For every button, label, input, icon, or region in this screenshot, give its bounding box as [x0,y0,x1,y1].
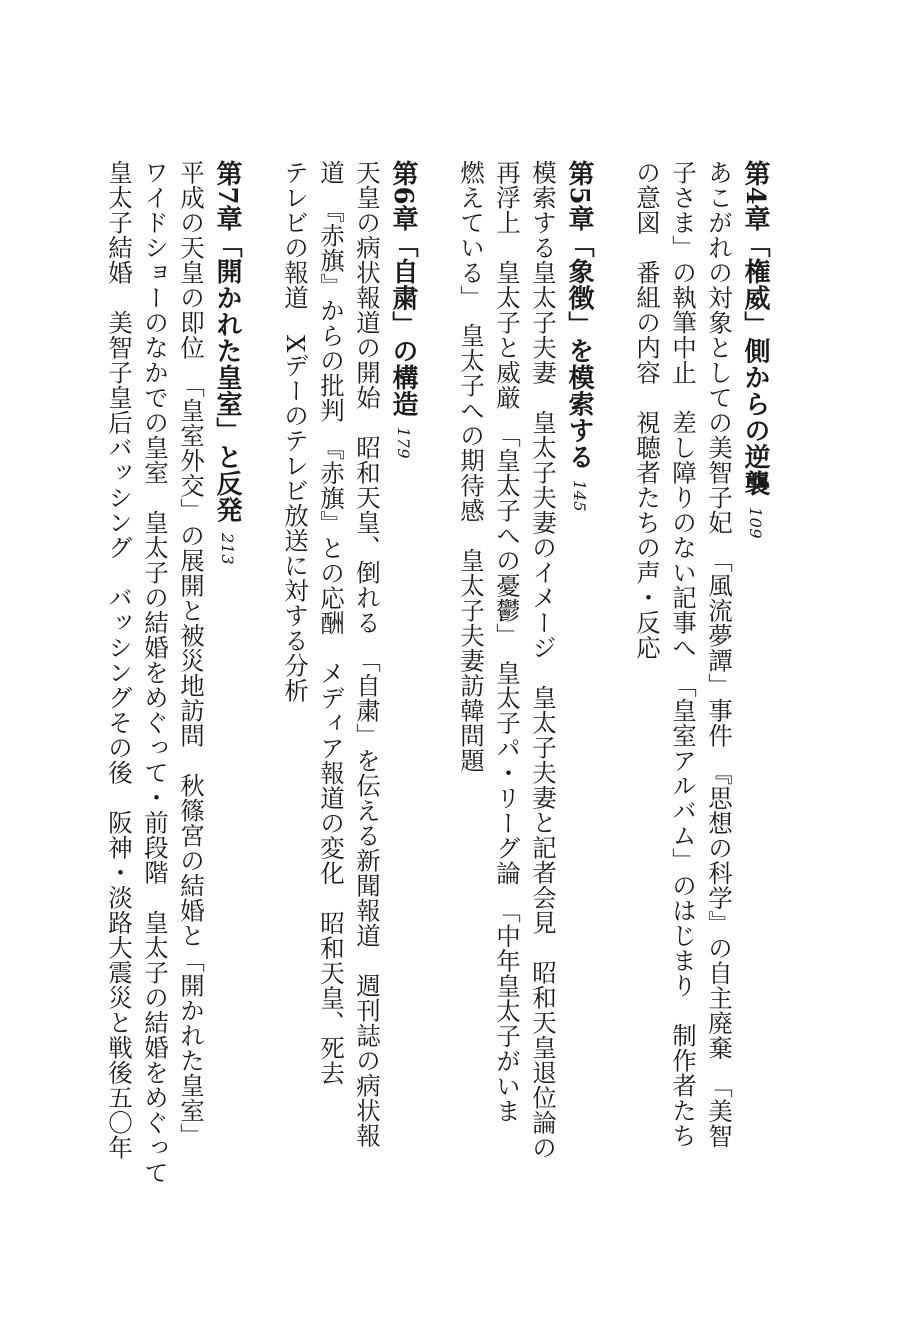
chapter-5-line-1: 模索する皇太子夫妻 皇太子夫妻のイメージ 皇太子夫妻と記者会見 昭和天皇退位論の [529,160,558,1160]
chapter-5-line-2: 再浮上 皇太子と威厳 「皇太子への憂鬱」 皇太子パ・リーグ論 「中年皇太子がいま [493,160,522,1124]
chapter-4-title-column [737,160,773,1170]
chapter-title: 第4章「権威」側からの逆襲 [740,160,770,497]
page-number: 145 [570,480,590,513]
chapter-title: 第7章「開かれた皇室」と反発 [212,160,242,524]
chapter-7-line-2: ワイドショーのなかでの皇室 皇太子の結婚をめぐって・前段階 皇太子の結婚をめぐって [141,160,170,1185]
chapter-6-line-1: 天皇の病状報道の開始 昭和天皇、倒れる 「自粛」を伝える新聞報道 週刊誌の病状報 [353,160,382,1148]
page-number: 179 [394,427,414,460]
chapter-title: 第6章「自粛」の構造 [388,160,418,418]
page-number: 213 [218,533,238,566]
chapter-6-title-column [385,160,421,1170]
chapter-4-line-2: 子さま」の執筆中止 差し障りのない記事へ 「皇室アルバム」のはじまり 制作者たち [669,160,698,1148]
chapter-4-line-3: の意図 番組の内容 視聴者たちの声・反応 [633,160,662,660]
chapter-4-line-1: あこがれの対象としての美智子妃 「風流夢譚」事件 『思想の科学』の自主廃棄 「美智 [705,160,734,1149]
page-number: 109 [746,506,766,539]
chapter-6-line-2: 道 『赤旗』からの批判 『赤旗』との応酬 メディア報道の変化 昭和天皇、死去 [317,160,346,1086]
chapter-6-line-3: テレビの報道 Xデーのテレビ放送に対する分析 [281,160,310,703]
chapter-title: 第5章「象徴」を模索する [564,160,594,471]
chapter-5-line-3: 燃えている」 皇太子への期待感 皇太子夫妻訪韓問題 [457,160,486,773]
chapter-7-line-3: 皇太子結婚 美智子皇后バッシング バッシングその後 阪神・淡路大震災と戦後五〇年 [105,160,134,1160]
chapter-5-title-column [561,160,597,1170]
chapter-7-line-1: 平成の天皇の即位 「皇室外交」の展開と被災地訪問 秋篠宮の結婚と「開かれた皇室」 [177,160,206,1148]
chapter-7-title-column [209,160,245,1170]
